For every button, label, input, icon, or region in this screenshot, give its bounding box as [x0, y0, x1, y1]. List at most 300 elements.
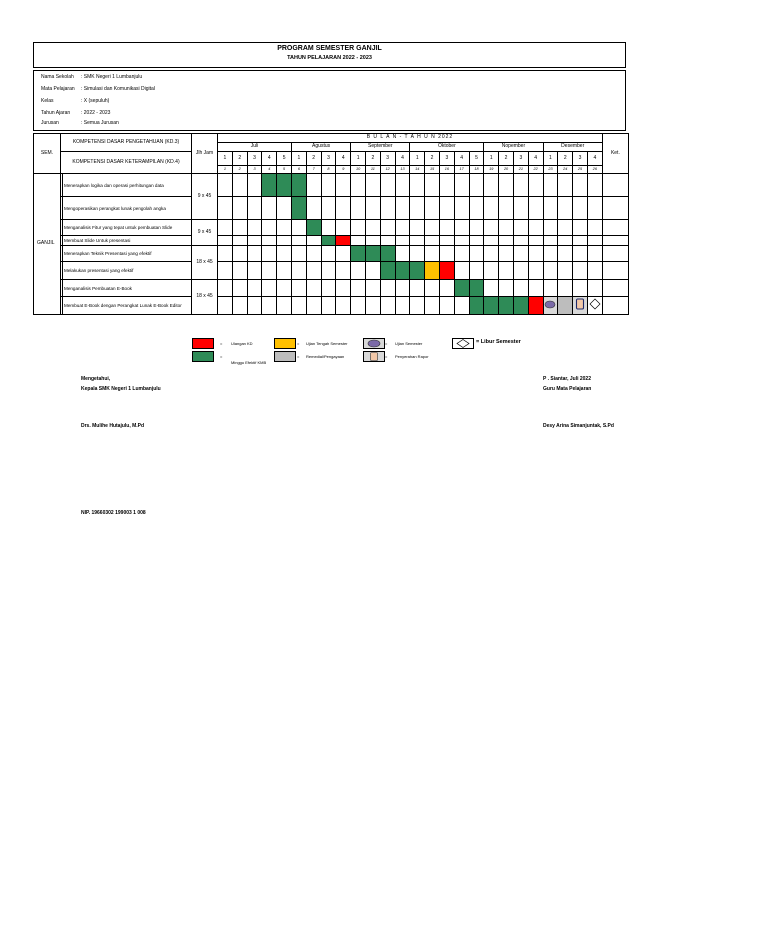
week-cell	[587, 174, 602, 197]
effective-week-number: 18	[469, 166, 484, 174]
week-cell	[499, 236, 514, 246]
week-cell	[573, 280, 588, 297]
week-cell	[469, 197, 484, 220]
week-number: 1	[410, 152, 425, 166]
effective-week-number: 7	[306, 166, 321, 174]
week-cell	[410, 174, 425, 197]
sign-right-name: Desy Arina Simanjuntak, S.Pd	[543, 423, 614, 429]
info-value: : X (sepuluh)	[81, 98, 110, 104]
week-cell	[395, 262, 410, 280]
week-cell	[558, 236, 573, 246]
week-cell	[454, 262, 469, 280]
week-cell	[410, 197, 425, 220]
week-number: 1	[543, 152, 558, 166]
effective-week-number: 8	[321, 166, 336, 174]
info-label: Tahun Ajaran	[41, 110, 71, 116]
week-cell	[336, 236, 351, 246]
month-header: Agustus	[292, 143, 351, 152]
info-value: : Semua Jurusan	[81, 120, 119, 126]
sign-right-line2: Guru Mata Pelajaran	[543, 386, 592, 392]
week-cell	[306, 246, 321, 262]
week-cell	[247, 246, 262, 262]
week-cell	[232, 246, 247, 262]
effective-week-number: 23	[543, 166, 558, 174]
legend-remedial-swatch	[274, 351, 296, 362]
kd-description: Mengoperasikan perangkat lunak pengolah angka	[63, 197, 192, 220]
week-cell	[484, 236, 499, 246]
week-number: 1	[218, 152, 233, 166]
week-cell	[336, 220, 351, 236]
effective-week-number: 5	[277, 166, 292, 174]
effective-week-number: 21	[513, 166, 528, 174]
week-cell	[484, 220, 499, 236]
week-cell	[454, 197, 469, 220]
week-cell	[425, 174, 440, 197]
week-cell	[513, 174, 528, 197]
week-cell	[573, 246, 588, 262]
effective-week-number: 20	[499, 166, 514, 174]
week-number: 2	[232, 152, 247, 166]
week-cell	[499, 174, 514, 197]
info-class	[41, 98, 109, 104]
week-cell	[380, 174, 395, 197]
table-row	[34, 197, 629, 220]
document-title: PROGRAM SEMESTER GANJIL	[277, 45, 382, 52]
week-cell	[306, 197, 321, 220]
week-cell	[425, 220, 440, 236]
week-cell	[306, 220, 321, 236]
week-cell	[262, 197, 277, 220]
week-cell	[321, 220, 336, 236]
week-cell	[439, 236, 454, 246]
week-cell	[558, 280, 573, 297]
week-cell	[232, 280, 247, 297]
week-cell	[499, 262, 514, 280]
week-cell	[484, 246, 499, 262]
week-cell	[262, 174, 277, 197]
ket-cell	[602, 236, 628, 246]
week-cell	[528, 280, 543, 297]
week-cell	[380, 220, 395, 236]
table-row	[34, 246, 629, 262]
legend-efektif-swatch	[192, 351, 214, 362]
table-row	[34, 280, 629, 297]
week-cell	[587, 262, 602, 280]
week-cell	[262, 220, 277, 236]
week-cell	[469, 236, 484, 246]
week-cell	[425, 280, 440, 297]
week-cell	[247, 220, 262, 236]
ujian-semester-cell	[543, 297, 558, 315]
table-row	[34, 174, 629, 197]
week-cell	[454, 174, 469, 197]
info-subject	[41, 86, 155, 92]
week-cell	[484, 174, 499, 197]
week-cell	[528, 297, 543, 315]
week-cell	[351, 262, 366, 280]
week-cell	[292, 297, 307, 315]
info-major	[41, 120, 119, 126]
info-value: : 2022 - 2023	[81, 110, 111, 116]
week-cell	[292, 220, 307, 236]
week-cell	[247, 174, 262, 197]
week-cell	[587, 280, 602, 297]
week-cell	[454, 280, 469, 297]
week-cell	[499, 297, 514, 315]
week-cell	[425, 297, 440, 315]
week-cell	[587, 236, 602, 246]
kd-description: Menerapkan Teknik Presentasi yang efektif	[63, 246, 192, 262]
week-cell	[484, 297, 499, 315]
week-cell	[410, 280, 425, 297]
week-cell	[513, 220, 528, 236]
week-cell	[395, 197, 410, 220]
week-cell	[292, 262, 307, 280]
legend-libur-swatch	[452, 338, 474, 349]
week-cell	[395, 236, 410, 246]
week-cell	[380, 262, 395, 280]
week-cell	[321, 297, 336, 315]
rapor-book-icon	[364, 352, 384, 361]
legend-libur-label: = Libur Semester	[476, 339, 521, 345]
week-cell	[543, 246, 558, 262]
week-cell	[306, 280, 321, 297]
week-cell	[513, 197, 528, 220]
legend-ulangan-swatch	[192, 338, 214, 349]
week-number: 2	[499, 152, 514, 166]
week-cell	[292, 246, 307, 262]
week-cell	[528, 236, 543, 246]
effective-week-number: 12	[380, 166, 395, 174]
week-cell	[247, 297, 262, 315]
week-cell	[247, 197, 262, 220]
kd-description: Menganalisis Pembuatan E-Book	[63, 280, 192, 297]
week-cell	[543, 262, 558, 280]
ujian-oval-icon	[364, 339, 384, 348]
week-cell	[262, 280, 277, 297]
week-cell	[499, 197, 514, 220]
effective-week-number: 2	[232, 166, 247, 174]
info-label: Kelas	[41, 98, 54, 104]
effective-week-number: 9	[336, 166, 351, 174]
legend-uts-swatch	[274, 338, 296, 349]
sem-header: SEM.	[34, 134, 61, 174]
effective-week-number: 6	[292, 166, 307, 174]
effective-week-number: 17	[454, 166, 469, 174]
week-cell	[439, 297, 454, 315]
week-cell	[218, 236, 233, 246]
ket-cell	[602, 280, 628, 297]
effective-week-number: 19	[484, 166, 499, 174]
week-number: 3	[439, 152, 454, 166]
week-cell	[469, 262, 484, 280]
diamond-icon	[589, 298, 601, 310]
month-header: September	[351, 143, 410, 152]
week-cell	[380, 236, 395, 246]
info-label: Nama Sekolah	[41, 74, 74, 80]
week-cell	[336, 262, 351, 280]
week-cell	[321, 197, 336, 220]
week-cell	[277, 236, 292, 246]
week-cell	[395, 220, 410, 236]
week-number: 2	[306, 152, 321, 166]
effective-week-number: 15	[425, 166, 440, 174]
week-number: 3	[247, 152, 262, 166]
week-cell	[232, 262, 247, 280]
legend-uts-label: Ujian Tengah Semester	[306, 341, 348, 346]
effective-week-number: 3	[247, 166, 262, 174]
week-cell	[439, 280, 454, 297]
week-cell	[321, 280, 336, 297]
kd-description: Menganalisis Fitur yang tepat untuk pembuatan Slide	[63, 220, 192, 236]
week-cell	[543, 220, 558, 236]
week-cell	[528, 246, 543, 262]
week-number: 5	[469, 152, 484, 166]
week-cell	[469, 297, 484, 315]
week-cell	[277, 220, 292, 236]
kd-description: Melakukan presentasi yang efektif	[63, 262, 192, 280]
week-number: 2	[558, 152, 573, 166]
week-cell	[380, 280, 395, 297]
week-cell	[218, 262, 233, 280]
effective-week-number: 4	[262, 166, 277, 174]
week-cell	[558, 174, 573, 197]
week-cell	[218, 246, 233, 262]
week-cell	[454, 297, 469, 315]
week-cell	[395, 174, 410, 197]
week-cell	[558, 246, 573, 262]
legend-rapor-label: Penyerahan Rapor	[395, 354, 429, 359]
week-number: 4	[587, 152, 602, 166]
legend-bullet: =	[297, 341, 300, 346]
table-row	[34, 236, 629, 246]
month-header: Nopember	[484, 143, 543, 152]
sign-left-line2: Kepala SMK Negeri 1 Lumbanjulu	[81, 386, 161, 392]
penyerahan-rapor-cell	[573, 297, 588, 315]
week-cell	[218, 280, 233, 297]
week-cell	[365, 174, 380, 197]
month-header: Oktober	[410, 143, 484, 152]
ket-cell	[602, 246, 628, 262]
week-number: 1	[484, 152, 499, 166]
sign-right-line1: P . Siantar, Juli 2022	[543, 376, 591, 382]
week-cell	[218, 197, 233, 220]
week-cell	[439, 197, 454, 220]
week-cell	[454, 246, 469, 262]
week-cell	[558, 197, 573, 220]
week-cell	[262, 297, 277, 315]
week-cell	[558, 297, 573, 315]
week-cell	[380, 246, 395, 262]
week-cell	[499, 220, 514, 236]
week-number: 3	[321, 152, 336, 166]
week-cell	[262, 262, 277, 280]
week-cell	[513, 246, 528, 262]
week-cell	[528, 220, 543, 236]
week-cell	[365, 220, 380, 236]
week-cell	[351, 174, 366, 197]
legend-uas-swatch	[363, 338, 388, 349]
week-cell	[277, 262, 292, 280]
week-cell	[469, 246, 484, 262]
week-cell	[410, 220, 425, 236]
week-cell	[277, 197, 292, 220]
week-cell	[292, 236, 307, 246]
week-cell	[232, 220, 247, 236]
week-cell	[365, 246, 380, 262]
week-number: 5	[277, 152, 292, 166]
info-value: : SMK Negeri 1 Lumbanjulu	[81, 74, 143, 80]
effective-week-number: 16	[439, 166, 454, 174]
week-cell	[410, 262, 425, 280]
kd-description: Menerapkan logika dan operasi perhitungan data	[63, 174, 192, 197]
week-cell	[439, 246, 454, 262]
effective-week-number: 1	[218, 166, 233, 174]
effective-week-number: 11	[365, 166, 380, 174]
week-number: 3	[573, 152, 588, 166]
ket-header: Ket.	[602, 134, 628, 174]
week-cell	[439, 262, 454, 280]
table-row	[34, 152, 629, 166]
week-cell	[277, 174, 292, 197]
identity-box	[33, 70, 626, 131]
week-cell	[218, 297, 233, 315]
week-cell	[336, 174, 351, 197]
week-number: 4	[395, 152, 410, 166]
legend-remedial-label: Remedial/Pengayaan	[306, 354, 345, 359]
month-header: Desember	[543, 143, 602, 152]
rapor-book-icon	[574, 298, 586, 310]
week-cell	[365, 197, 380, 220]
semester-label: GANJIL	[34, 174, 61, 315]
document-subtitle: TAHUN PELAJARAN 2022 - 2023	[287, 55, 372, 61]
kd3-header: KOMPETENSI DASAR PENGETAHUAN (KD.3)	[61, 134, 192, 152]
legend-bullet: =	[385, 341, 388, 346]
week-cell	[425, 246, 440, 262]
week-number: 3	[380, 152, 395, 166]
week-number: 4	[262, 152, 277, 166]
effective-week-number: 13	[395, 166, 410, 174]
sign-left-name: Drs. Mulihe Hutajulu, M.Pd	[81, 423, 145, 429]
week-cell	[484, 197, 499, 220]
week-cell	[573, 220, 588, 236]
effective-week-number: 26	[587, 166, 602, 174]
jam-value: 18 x 45	[192, 246, 218, 280]
week-cell	[513, 297, 528, 315]
ket-cell	[602, 297, 628, 315]
info-label: Jurusan	[41, 120, 59, 126]
week-cell	[499, 246, 514, 262]
jam-value: 18 x 45	[192, 280, 218, 315]
week-cell	[587, 220, 602, 236]
week-cell	[528, 197, 543, 220]
effective-week-number: 14	[410, 166, 425, 174]
week-cell	[351, 297, 366, 315]
kd-description: Membuat E-Book dengan Perangkat Lunak E-Book Editor	[63, 297, 192, 315]
week-cell	[232, 297, 247, 315]
info-label: Mata Pelajaran	[41, 86, 75, 92]
week-cell	[484, 262, 499, 280]
week-cell	[365, 280, 380, 297]
jlh-jam-header: Jlh Jam	[192, 134, 218, 174]
week-cell	[336, 297, 351, 315]
week-cell	[425, 262, 440, 280]
table-row	[34, 220, 629, 236]
ket-cell	[602, 174, 628, 197]
week-cell	[365, 262, 380, 280]
week-number: 2	[365, 152, 380, 166]
bulan-header: B U L A N - T A H U N 2022	[218, 134, 603, 143]
week-cell	[262, 246, 277, 262]
effective-week-number: 25	[573, 166, 588, 174]
kd-description: Membuat Slide Untuk presentasi	[63, 236, 192, 246]
legend-ulangan-label: Ulangan KD	[231, 341, 253, 346]
week-cell	[543, 197, 558, 220]
diamond-icon	[453, 339, 473, 348]
week-cell	[573, 174, 588, 197]
effective-week-number: 24	[558, 166, 573, 174]
week-cell	[543, 236, 558, 246]
week-cell	[365, 236, 380, 246]
jam-value: 9 x 45	[192, 220, 218, 246]
week-cell	[454, 236, 469, 246]
week-cell	[587, 246, 602, 262]
libur-semester-cell	[587, 297, 602, 315]
week-cell	[306, 236, 321, 246]
week-number: 1	[351, 152, 366, 166]
info-school	[41, 74, 142, 80]
week-cell	[292, 197, 307, 220]
week-cell	[232, 236, 247, 246]
legend-bullet: =	[220, 341, 223, 346]
week-number: 3	[513, 152, 528, 166]
kd4-header: KOMPETENSI DASAR KETERAMPILAN (KD.4)	[61, 152, 192, 174]
table-row	[34, 262, 629, 280]
legend-efektif-label: Minggu Efektif KMB	[231, 360, 267, 365]
week-cell	[292, 174, 307, 197]
week-cell	[543, 280, 558, 297]
week-cell	[528, 174, 543, 197]
sign-left-nip: NIP. 19660302 199003 1 008	[81, 510, 146, 516]
week-cell	[380, 197, 395, 220]
week-cell	[218, 220, 233, 236]
legend-uas-label: Ujian Semester	[395, 341, 423, 346]
legend-bullet: =	[220, 354, 223, 359]
week-cell	[425, 236, 440, 246]
week-cell	[395, 297, 410, 315]
week-cell	[306, 262, 321, 280]
ket-cell	[602, 220, 628, 236]
week-cell	[469, 174, 484, 197]
week-cell	[247, 236, 262, 246]
week-cell	[587, 197, 602, 220]
week-cell	[351, 236, 366, 246]
week-cell	[336, 246, 351, 262]
week-cell	[513, 236, 528, 246]
week-number: 2	[425, 152, 440, 166]
week-cell	[336, 280, 351, 297]
week-cell	[247, 262, 262, 280]
week-number: 4	[336, 152, 351, 166]
table-row	[34, 297, 629, 315]
week-cell	[395, 246, 410, 262]
week-cell	[513, 262, 528, 280]
week-cell	[513, 280, 528, 297]
ket-cell	[602, 262, 628, 280]
week-cell	[410, 246, 425, 262]
legend-bullet: =	[385, 354, 388, 359]
week-cell	[410, 236, 425, 246]
